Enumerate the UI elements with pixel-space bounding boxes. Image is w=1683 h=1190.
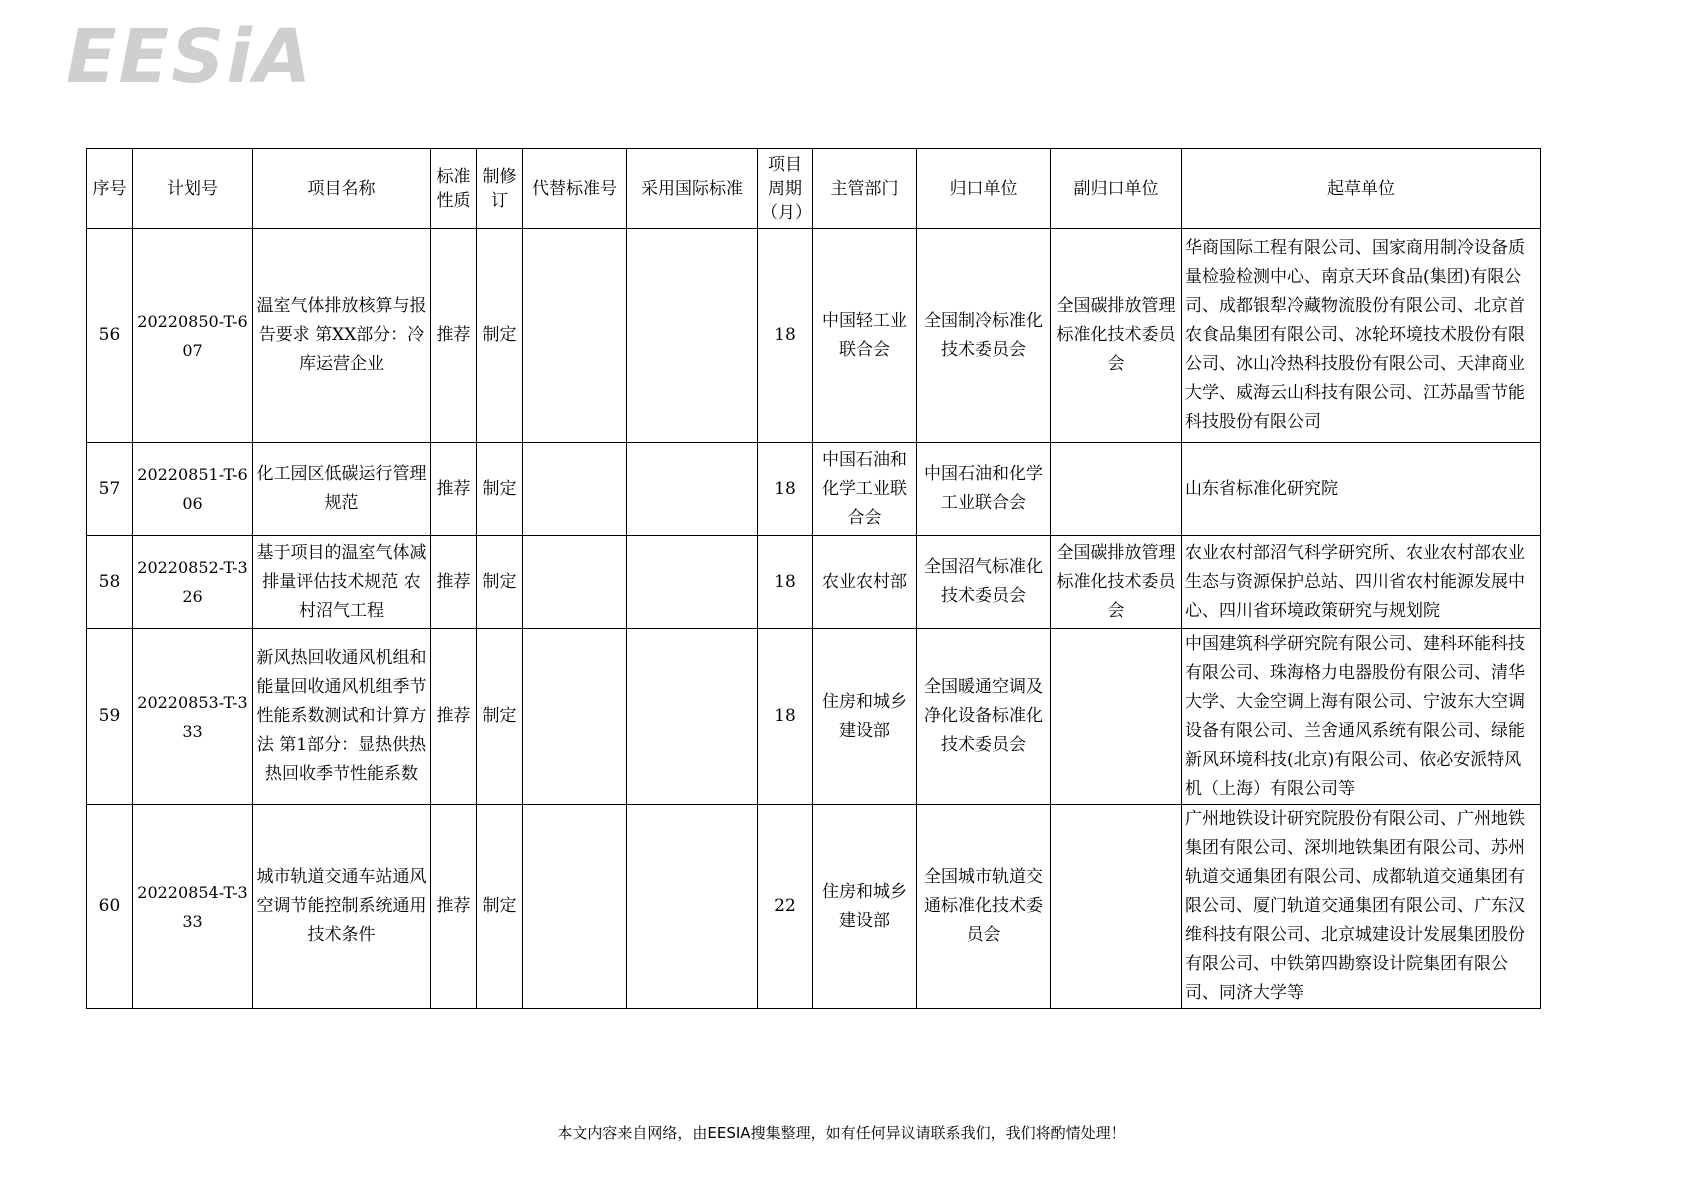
header-drafting-units: 起草单位	[1182, 149, 1541, 229]
cell-replaced-standard	[523, 805, 627, 1009]
cell-international-standard	[627, 443, 758, 536]
cell-standard-nature: 推荐	[431, 443, 477, 536]
cell-project-name: 温室气体排放核算与报告要求 第XX部分：冷库运营企业	[253, 229, 431, 443]
cell-plan-number: 20220850-T-607	[133, 229, 253, 443]
cell-project-period: 22	[758, 805, 813, 1009]
cell-replaced-standard	[523, 536, 627, 629]
header-revision-type: 制修订	[477, 149, 523, 229]
cell-seq: 57	[87, 443, 133, 536]
cell-seq: 56	[87, 229, 133, 443]
header-replaced-standard: 代替标准号	[523, 149, 627, 229]
cell-competent-department: 中国轻工业联合会	[813, 229, 917, 443]
cell-international-standard	[627, 629, 758, 805]
cell-project-name: 基于项目的温室气体减排量评估技术规范 农村沼气工程	[253, 536, 431, 629]
header-project-name: 项目名称	[253, 149, 431, 229]
header-plan-number: 计划号	[133, 149, 253, 229]
header-seq: 序号	[87, 149, 133, 229]
cell-standard-nature: 推荐	[431, 229, 477, 443]
cell-revision-type: 制定	[477, 536, 523, 629]
cell-competent-department: 农业农村部	[813, 536, 917, 629]
cell-responsible-unit: 中国石油和化学工业联合会	[917, 443, 1051, 536]
cell-responsible-unit: 全国暖通空调及净化设备标准化技术委员会	[917, 629, 1051, 805]
cell-plan-number: 20220854-T-333	[133, 805, 253, 1009]
header-competent-department: 主管部门	[813, 149, 917, 229]
cell-replaced-standard	[523, 629, 627, 805]
cell-project-period: 18	[758, 443, 813, 536]
header-project-period: 项目周期（月）	[758, 149, 813, 229]
header-international-standard: 采用国际标准	[627, 149, 758, 229]
header-deputy-unit: 副归口单位	[1051, 149, 1182, 229]
cell-drafting-units: 农业农村部沼气科学研究所、农业农村部农业生态与资源保护总站、四川省农村能源发展中心、四川省环境政策研究与规划院	[1182, 536, 1541, 629]
cell-responsible-unit: 全国制冷标准化技术委员会	[917, 229, 1051, 443]
table-row	[87, 229, 1541, 443]
cell-revision-type: 制定	[477, 805, 523, 1009]
cell-international-standard	[627, 536, 758, 629]
cell-deputy-unit	[1051, 629, 1182, 805]
header-standard-nature: 标准性质	[431, 149, 477, 229]
cell-responsible-unit: 全国沼气标准化技术委员会	[917, 536, 1051, 629]
table-row	[87, 536, 1541, 629]
table-row	[87, 443, 1541, 536]
cell-replaced-standard	[523, 443, 627, 536]
cell-deputy-unit	[1051, 443, 1182, 536]
cell-deputy-unit: 全国碳排放管理标准化技术委员会	[1051, 229, 1182, 443]
standards-plan-table	[86, 148, 1541, 1009]
cell-deputy-unit: 全国碳排放管理标准化技术委员会	[1051, 536, 1182, 629]
cell-revision-type: 制定	[477, 629, 523, 805]
cell-revision-type: 制定	[477, 443, 523, 536]
cell-competent-department: 中国石油和化学工业联合会	[813, 443, 917, 536]
cell-project-name: 化工园区低碳运行管理规范	[253, 443, 431, 536]
footer-disclaimer: 本文内容来自网络，由EESIA搜集整理，如有任何异议请联系我们，我们将酌情处理！	[557, 1124, 1126, 1142]
cell-competent-department: 住房和城乡建设部	[813, 629, 917, 805]
eesia-logo: EESiA	[66, 14, 314, 100]
cell-seq: 59	[87, 629, 133, 805]
cell-competent-department: 住房和城乡建设部	[813, 805, 917, 1009]
cell-deputy-unit	[1051, 805, 1182, 1009]
cell-project-period: 18	[758, 629, 813, 805]
cell-drafting-units: 山东省标准化研究院	[1182, 443, 1541, 536]
table-row	[87, 805, 1541, 1009]
cell-replaced-standard	[523, 229, 627, 443]
cell-drafting-units: 华商国际工程有限公司、国家商用制冷设备质量检验检测中心、南京天环食品(集团)有限公司、成都银犁冷藏物流股份有限公司、北京首农食品集团有限公司、冰轮环境技术股份有限公司、冰山冷热科技股份有限公司、天津商业大学、威海云山科技有限公司、江苏晶雪节能科技股份有限公司	[1182, 229, 1541, 443]
cell-responsible-unit: 全国城市轨道交通标准化技术委员会	[917, 805, 1051, 1009]
cell-drafting-units: 广州地铁设计研究院股份有限公司、广州地铁集团有限公司、深圳地铁集团有限公司、苏州轨道交通集团有限公司、成都轨道交通集团有限公司、厦门轨道交通集团有限公司、广东汉维科技有限公司、北京城建设计发展集团股份有限公司、中铁第四勘察设计院集团有限公司、同济大学等	[1182, 805, 1541, 1009]
cell-drafting-units: 中国建筑科学研究院有限公司、建科环能科技有限公司、珠海格力电器股份有限公司、清华大学、大金空调上海有限公司、宁波东大空调设备有限公司、兰舍通风系统有限公司、绿能新风环境科技(北京)有限公司、依必安派特风机（上海）有限公司等	[1182, 629, 1541, 805]
cell-plan-number: 20220851-T-606	[133, 443, 253, 536]
header-row	[87, 149, 1541, 229]
cell-seq: 58	[87, 536, 133, 629]
cell-project-period: 18	[758, 536, 813, 629]
cell-international-standard	[627, 805, 758, 1009]
cell-plan-number: 20220852-T-326	[133, 536, 253, 629]
cell-standard-nature: 推荐	[431, 629, 477, 805]
cell-international-standard	[627, 229, 758, 443]
cell-project-period: 18	[758, 229, 813, 443]
cell-project-name: 新风热回收通风机组和能量回收通风机组季节性能系数测试和计算方法 第1部分：显热供热热回收季节性能系数	[253, 629, 431, 805]
cell-revision-type: 制定	[477, 229, 523, 443]
cell-standard-nature: 推荐	[431, 805, 477, 1009]
table-row	[87, 629, 1541, 805]
cell-standard-nature: 推荐	[431, 536, 477, 629]
cell-seq: 60	[87, 805, 133, 1009]
header-responsible-unit: 归口单位	[917, 149, 1051, 229]
cell-project-name: 城市轨道交通车站通风空调节能控制系统通用技术条件	[253, 805, 431, 1009]
cell-plan-number: 20220853-T-333	[133, 629, 253, 805]
